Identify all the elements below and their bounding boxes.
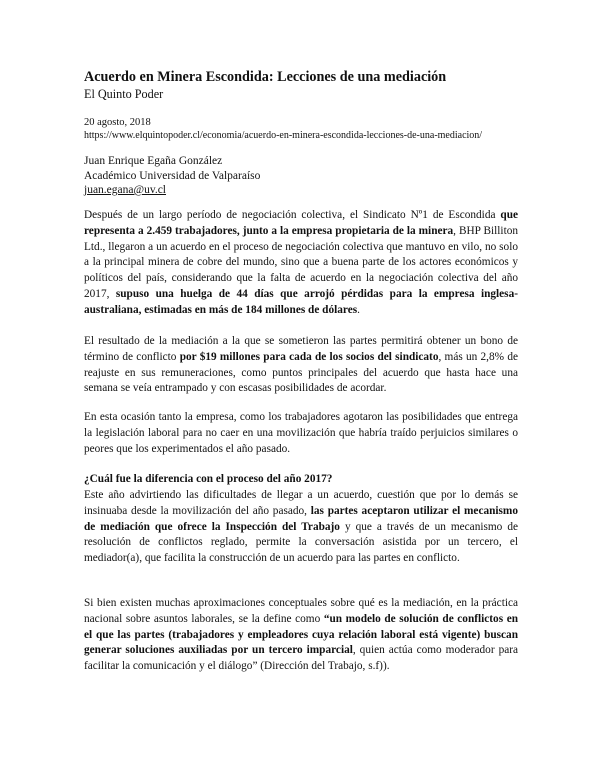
paragraph-3: En esta ocasión tanto la empresa, como los trabajadores agotaron las posibilidades que entrega la legislación laboral para no caer en una movilización que habría traído perjuicios similares o peores que los experimentados el año pasado.: [84, 411, 518, 455]
p1-text-2: , BHP Billiton Ltd., llegaron a un acuerdo en el proceso de negociación colectiva que mantuvo en vilo, no solo a la principal minera de cobre del mundo, sino que a buena parte de los actores económicos y políticos del país, considerando que la falta de acuerdo en la negociación colectiva del año 2017,: [84, 224, 519, 300]
p1-bold-2: supuso una huelga de 44 días que arrojó pérdidas para la empresa inglesa-australiana, estimadas en más de 184 millones de dólares: [84, 287, 518, 316]
p1-text-3: .: [357, 303, 360, 316]
p2-text-2: , más un 2,8% de reajuste en sus remuneraciones, como puntos principales del acuerdo que hasta hace una semana se veía entrampado y con escasas posibilidades de acordar.: [84, 350, 518, 395]
author-email-link[interactable]: juan.egana@uv.cl: [84, 184, 167, 196]
author-block: [84, 154, 518, 198]
paragraph-2: [84, 334, 518, 397]
publication-name: El Quinto Poder: [84, 87, 164, 101]
p4-text-1: Este año advirtiendo las dificultades de llegar a un acuerdo, cuestión que por lo demás se insinuaba desde la movilización del año pasado,: [84, 489, 518, 517]
p5-text-2: , quien actúa como moderador para facilitar la comunicación y el diálogo” (Dirección del Trabajo, s.f)).: [84, 644, 519, 673]
author-affiliation: Académico Universidad de Valparaíso: [84, 169, 261, 182]
p2-text-1: El resultado de la mediación a la que se sometieron las partes permitirá obtener un bono de término de conflicto: [84, 335, 518, 363]
p2-bold-1: por $19 millones para cada de los socios del sindicato: [179, 350, 439, 363]
p5-bold-1: “un modelo de solución de conflictos en el que las partes (trabajadores y empleadores cuya relación laboral está vigente) buscan generar soluciones auxiliadas por un tercero imparcial: [84, 612, 518, 657]
paragraph-4: [84, 488, 518, 567]
source-url[interactable]: https://www.elquintopoder.cl/economia/acuerdo-en-minera-escondida-lecciones-de-una-mediacion/: [84, 130, 483, 141]
p1-bold-1: que representa a 2.459 trabajadores, junto a la empresa propietaria de la minera: [84, 209, 518, 237]
p5-text-1: Si bien existen muchas aproximaciones conceptuales sobre qué es la mediación, en la práctica nacional sobre asuntos laborales, se la define como: [84, 597, 518, 625]
author-name: Juan Enrique Egaña González: [84, 155, 223, 167]
paragraph-1: [84, 208, 518, 319]
publication-date: 20 agosto, 2018: [84, 117, 151, 128]
p4-text-2: y que a través de un mecanismo de resolución de conflictos reglado, permite la conversación asistida por un tercero, el mediador(a), que facilita la construcción de un acuerdo para las partes en conflicto.: [84, 520, 518, 565]
article-title: Acuerdo en Minera Escondida: Lecciones de una mediación: [84, 69, 447, 85]
section-heading: ¿Cuál fue la diferencia con el proceso del año 2017?: [84, 473, 333, 485]
paragraph-5: [84, 596, 518, 675]
p1-text-1: Después de un largo período de negociación colectiva, el Sindicato Nº1 de Escondida: [84, 209, 501, 221]
p4-bold-1: las partes aceptaron utilizar el mecanismo de mediación que ofrece la Inspección del Trabajo: [84, 504, 518, 533]
